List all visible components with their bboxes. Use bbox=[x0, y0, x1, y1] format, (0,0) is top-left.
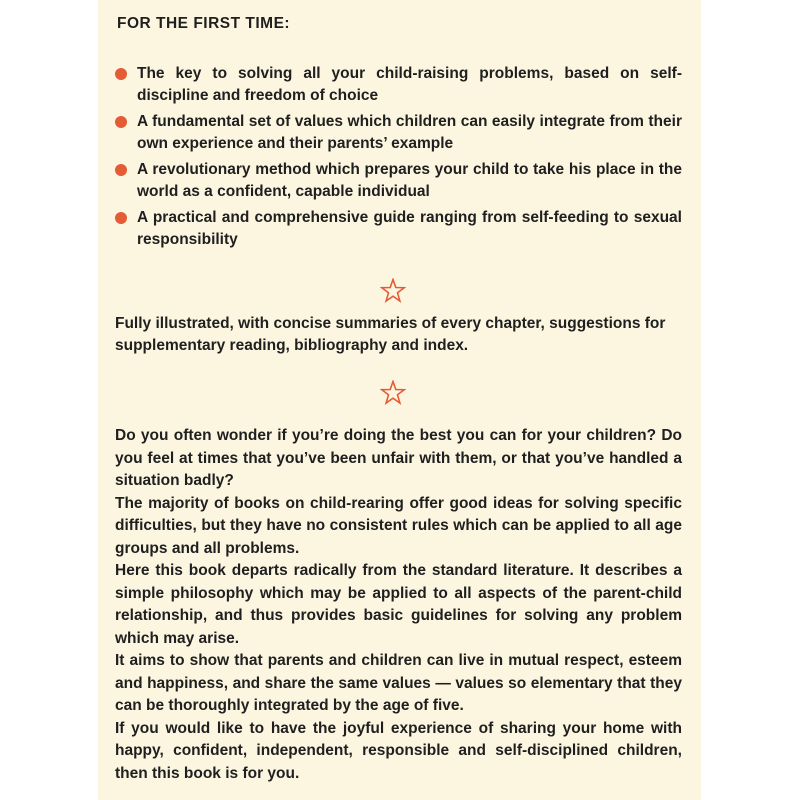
illustration-note: Fully illustrated, with concise summaries of every chapter, suggestions for supplementary reading, bibliography and index. bbox=[115, 315, 666, 354]
body-paragraph: It aims to show that parents and children can live in mutual respect, esteem and happiness, and share the same values — values so elementary that they can be thoroughly integrated by the age of five. bbox=[115, 652, 682, 714]
body-paragraph: Do you often wonder if you’re doing the best you can for your children? Do you feel at times that you’ve been unfair with them, or that you’ve handled a situation badly? bbox=[115, 427, 682, 489]
feature-list bbox=[115, 63, 682, 255]
bullet-dot-icon bbox=[115, 212, 127, 224]
body-paragraph: Here this book departs radically from the standard literature. It describes a simple philosophy which may be applied to all aspects of the parent-child relationship, and thus provides basic guidelines for solving any problem which may arise. bbox=[115, 562, 682, 647]
bullet-dot-icon bbox=[115, 116, 127, 128]
book-back-cover bbox=[98, 0, 701, 800]
description-body bbox=[115, 425, 682, 785]
bullet-dot-icon bbox=[115, 164, 127, 176]
feature-text: The key to solving all your child-raising problems, based on self-discipline and freedom of choice bbox=[137, 65, 682, 104]
feature-list-item bbox=[115, 63, 682, 107]
feature-text: A fundamental set of values which children can easily integrate from their own experience and their parents’ example bbox=[137, 113, 682, 152]
body-paragraph: If you would like to have the joyful experience of sharing your home with happy, confident, independent, responsible and self-disciplined children, then this book is for you. bbox=[115, 719, 682, 782]
star-divider-icon bbox=[380, 278, 406, 304]
feature-text: A practical and comprehensive guide ranging from self-feeding to sexual responsibility bbox=[137, 209, 682, 248]
page-heading: FOR THE FIRST TIME: bbox=[117, 15, 291, 32]
feature-list-item bbox=[115, 159, 682, 203]
feature-list-item bbox=[115, 207, 682, 251]
feature-list-item bbox=[115, 111, 682, 155]
bullet-dot-icon bbox=[115, 68, 127, 80]
body-paragraph: The majority of books on child-rearing offer good ideas for solving specific difficulties, but they have no consistent rules which can be applied to all age groups and all problems. bbox=[115, 494, 682, 557]
star-divider-icon bbox=[380, 380, 406, 406]
feature-text: A revolutionary method which prepares your child to take his place in the world as a confident, capable individual bbox=[137, 161, 682, 200]
